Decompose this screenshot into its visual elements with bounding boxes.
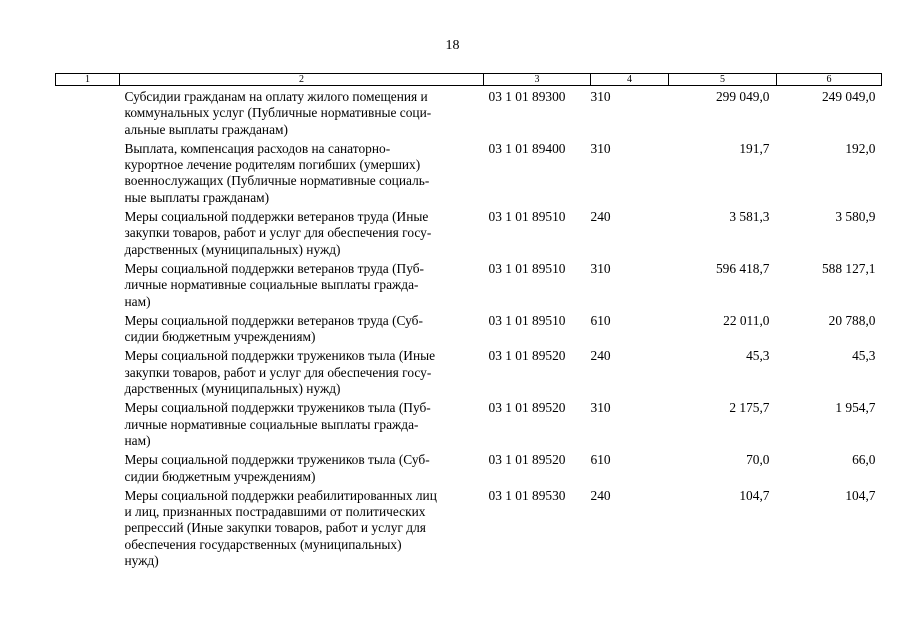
row-number-cell [56,209,120,261]
expense-type-cell: 310 [590,400,611,416]
description-cell: Выплата, компенсация расходов на санаторно- курортное лечение родителям погибших (умерших) военнослужащих (Публичные нормативные социаль- ные выплаты гражданам) [124,140,430,205]
header-row [56,74,882,86]
row-number-cell [56,261,120,313]
description-cell: Меры социальной поддержки ветеранов труда (Иные закупки товаров, работ и услуг для обеспечения госу- дарственных (муниципальных) нужд) [124,209,432,257]
table-body [56,86,882,573]
table-header [56,74,882,86]
page-number: 18 [445,38,460,53]
amount-year1-cell: 104,7 [739,487,770,503]
column-header-3: 3 [484,74,591,86]
amount-year2-cell: 1 954,7 [835,400,876,416]
column-header-1: 1 [56,74,120,86]
amount-year2-cell: 45,3 [852,348,876,364]
row-number-cell [56,141,120,209]
description-cell: Меры социальной поддержки реабилитированных лиц и лиц, признанных пострадавшими от политических репрессий (Иные закупки товаров, работ и услуг для обеспечения государственных (муниципальных) нужд) [124,487,437,569]
amount-year1-cell: 3 581,3 [729,209,770,225]
amount-year2-cell: 192,0 [845,140,876,156]
expense-type-cell: 240 [590,348,611,364]
code-cell: 03 1 01 89510 [488,209,566,225]
row-number-cell [56,400,120,452]
table-row [56,488,882,572]
table-row [56,313,882,349]
column-header-6: 6 [777,74,882,86]
budget-table [55,73,882,572]
amount-year2-cell: 66,0 [852,452,876,468]
amount-year1-cell: 299 049,0 [715,89,770,104]
code-cell: 03 1 01 89520 [488,452,566,468]
code-cell: 03 1 01 89510 [488,312,566,328]
amount-year1-cell: 2 175,7 [729,400,770,416]
amount-year1-cell: 70,0 [746,452,770,468]
row-number-cell [56,348,120,400]
table-row [56,86,882,141]
amount-year1-cell: 191,7 [739,140,770,156]
table-row [56,400,882,452]
table-row [56,261,882,313]
column-header-2: 2 [120,74,484,86]
expense-type-cell: 310 [590,140,611,156]
expense-type-cell: 240 [590,209,611,225]
amount-year2-cell: 20 788,0 [828,312,876,328]
column-header-5: 5 [669,74,777,86]
code-cell: 03 1 01 89400 [488,140,566,156]
table-row [56,452,882,488]
row-number-cell [56,86,120,141]
amount-year1-cell: 22 011,0 [723,312,770,328]
amount-year2-cell: 249 049,0 [821,89,876,104]
description-cell: Меры социальной поддержки ветеранов труда (Суб- сидии бюджетным учреждениям) [124,312,423,345]
expense-type-cell: 610 [590,312,611,328]
code-cell: 03 1 01 89530 [488,487,566,503]
expense-type-cell: 240 [590,487,611,503]
code-cell: 03 1 01 89300 [488,89,566,104]
code-cell: 03 1 01 89520 [488,348,566,364]
row-number-cell [56,452,120,488]
description-cell: Меры социальной поддержки тружеников тыла (Суб- сидии бюджетным учреждениям) [124,452,430,484]
amount-year2-cell: 3 580,9 [835,209,876,225]
amount-year2-cell: 104,7 [845,487,876,503]
table-row [56,209,882,261]
amount-year1-cell: 45,3 [746,348,770,364]
expense-type-cell: 310 [590,260,611,276]
table-row [56,141,882,209]
code-cell: 03 1 01 89520 [488,400,566,416]
table-row [56,348,882,400]
expense-type-cell: 610 [590,452,611,468]
code-cell: 03 1 01 89510 [488,260,566,276]
description-cell: Меры социальной поддержки тружеников тыла (Иные закупки товаров, работ и услуг для обеспечения госу- дарственных (муниципальных) нужд) [124,348,436,397]
amount-year2-cell: 588 127,1 [821,260,876,276]
row-number-cell [56,313,120,349]
row-number-cell [56,488,120,572]
description-cell: Меры социальной поддержки ветеранов труда (Пуб- личные нормативные социальные выплаты гражда- нам) [124,260,424,309]
expense-type-cell: 310 [590,89,611,104]
description-cell: Меры социальной поддержки тружеников тыла (Пуб- личные нормативные социальные выплаты гражда- нам) [124,400,431,448]
description-cell: Субсидии гражданам на оплату жилого помещения и коммунальных услуг (Публичные нормативные соци- альные выплаты гражданам) [124,89,432,137]
column-header-4: 4 [591,74,669,86]
amount-year1-cell: 596 418,7 [715,260,770,276]
